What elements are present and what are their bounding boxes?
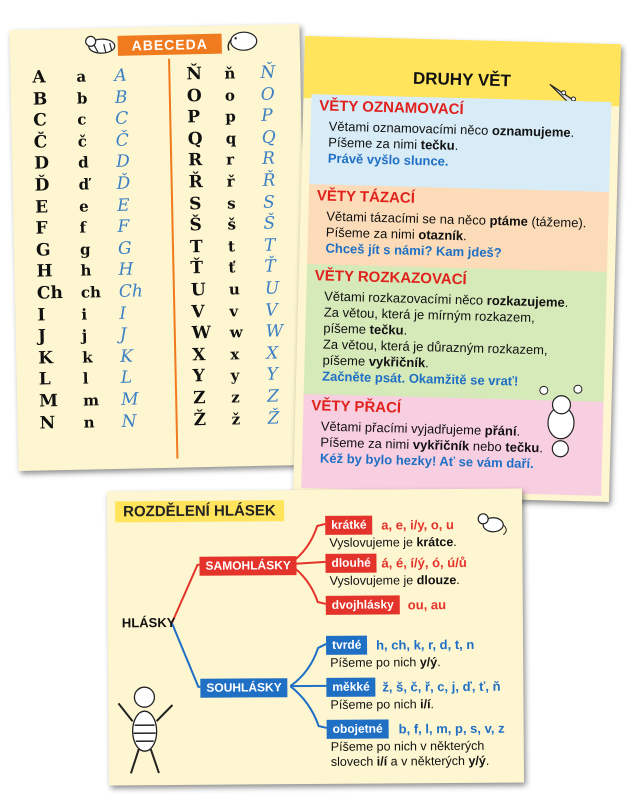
- abeceda-title: ABECEDA: [118, 34, 222, 56]
- letter-script: J: [119, 324, 127, 345]
- letter-capital: F: [35, 218, 48, 239]
- tazaci-line1: Větami tázacími se na něco ptáme (tážeme).: [326, 208, 587, 231]
- letter-script: Ch: [118, 281, 144, 302]
- obojetne-tag: obojetné: [327, 719, 389, 738]
- rozkazovaci-line1: Větami rozkazovacími něco rozkazujeme.: [324, 288, 569, 310]
- letter-capital: K: [38, 347, 54, 369]
- tvrde-values: h, ch, k, r, d, t, n: [376, 636, 475, 653]
- rozkazovaci-line3: píšeme tečku.: [323, 320, 408, 338]
- letter-lowercase: ž: [231, 409, 241, 429]
- letter-capital: M: [38, 391, 59, 412]
- letter-lowercase: s: [226, 193, 236, 213]
- rozkazovaci-example: Začněte psát. Okamžitě se vrať!: [321, 368, 519, 389]
- letter-lowercase: i: [81, 305, 88, 324]
- kratke-tag: krátké: [325, 516, 373, 535]
- letter-capital: R: [187, 150, 203, 171]
- letter-script: H: [118, 259, 134, 281]
- obojetne-desc-line2: slovech i/í a v některých y/ý.: [330, 753, 490, 769]
- letter-capital: Ž: [193, 409, 207, 430]
- letter-lowercase: w: [229, 323, 243, 342]
- col1-lowercase: [76, 66, 104, 433]
- letter-script: B: [114, 87, 128, 108]
- praci-line2: Píšeme za nimi vykřičník nebo tečku.: [320, 434, 544, 456]
- letter-lowercase: z: [230, 388, 240, 407]
- letter-capital: B: [32, 88, 48, 110]
- letter-lowercase: p: [225, 107, 236, 126]
- souhlasky-tag: SOUHLÁSKY: [200, 678, 287, 698]
- rozkazovaci-line4: Za větou, která je důrazným rozkazem,: [322, 336, 548, 358]
- obojetne-values: b, f, l, m, p, s, v, z: [398, 720, 505, 737]
- letter-lowercase: b: [76, 89, 88, 108]
- letter-capital: J: [37, 326, 47, 347]
- col2-capitals: [186, 64, 213, 431]
- letter-script: I: [119, 303, 127, 324]
- letter-script: P: [261, 105, 273, 127]
- letter-script: M: [120, 389, 139, 410]
- praci-heading: VĚTY PŘACÍ: [311, 397, 402, 417]
- letter-script: W: [265, 321, 284, 342]
- letter-script: E: [116, 195, 130, 216]
- letter-capital: L: [38, 369, 51, 390]
- col1-script: [114, 65, 146, 433]
- rozkazovaci-line2: Za větou, která je mírným rozkazem,: [323, 304, 535, 326]
- oznamovaci-line1: Větami oznamovacími něco oznamujeme.: [328, 118, 575, 141]
- letter-lowercase: ch: [80, 283, 102, 302]
- letter-script: R: [261, 148, 276, 170]
- letter-script: C: [115, 108, 129, 130]
- letter-capital: Ch: [36, 282, 64, 304]
- letter-script: K: [120, 346, 134, 367]
- col2-lowercase: [224, 63, 245, 430]
- letter-script: Č: [115, 130, 129, 151]
- abeceda-card: [9, 24, 308, 471]
- letter-lowercase: ť: [228, 258, 236, 277]
- letter-capital: A: [32, 67, 46, 88]
- rozkazovaci-heading: VĚTY ROZKAZOVACÍ: [314, 267, 467, 289]
- letter-script: U: [264, 278, 280, 299]
- praci-example: Kéž by bylo hezky! Ať se vám daří.: [319, 450, 534, 472]
- dvojhlasky-tag: dvojhlásky: [326, 595, 400, 615]
- letter-capital: H: [36, 261, 53, 282]
- letter-capital: T: [189, 236, 203, 258]
- letter-lowercase: c: [77, 110, 87, 129]
- letter-lowercase: m: [82, 391, 100, 410]
- letter-lowercase: ď: [78, 175, 90, 194]
- letter-capital: D: [34, 153, 50, 174]
- letter-lowercase: r: [225, 150, 235, 169]
- letter-lowercase: t: [227, 237, 236, 256]
- letter-script: V: [265, 300, 278, 321]
- letter-capital: Ď: [34, 175, 50, 196]
- letter-script: Q: [261, 127, 276, 148]
- kratke-values: a, e, i/y, o, u: [381, 517, 455, 533]
- letter-capital: C: [33, 110, 48, 131]
- dlouhe-desc: Vyslovujeme je dlouze.: [329, 572, 460, 588]
- letter-capital: Ť: [190, 258, 204, 279]
- letter-lowercase: y: [230, 366, 240, 385]
- druhy-vet-card: [293, 36, 621, 502]
- letter-capital: S: [188, 193, 202, 214]
- letter-script: Y: [266, 364, 279, 386]
- letter-script: A: [114, 65, 127, 86]
- letter-script: Ň: [260, 62, 276, 83]
- elephant-juggler-illustration-icon: [532, 382, 590, 459]
- letter-capital: Ř: [188, 172, 203, 193]
- col1-capitals: [32, 67, 66, 435]
- letter-capital: W: [191, 323, 212, 344]
- letter-script: G: [117, 238, 132, 259]
- letter-lowercase: e: [78, 197, 89, 216]
- letter-capital: U: [190, 279, 206, 301]
- letter-script: Ř: [262, 170, 276, 191]
- letter-script: N: [121, 411, 137, 432]
- section-tazaci: [307, 184, 609, 274]
- letter-lowercase: a: [76, 67, 87, 86]
- oznamovaci-line2: Píšeme za nimi tečku.: [328, 134, 459, 153]
- letter-script: Š: [263, 213, 276, 234]
- letter-capital: Š: [189, 215, 203, 236]
- letter-lowercase: l: [82, 369, 89, 388]
- letter-capital: Y: [192, 366, 206, 387]
- letter-capital: Q: [187, 128, 203, 150]
- letter-capital: E: [34, 196, 49, 218]
- letter-lowercase: x: [230, 345, 240, 364]
- rozdeleni-title: ROZDĚLENÍ HLÁSEK: [115, 500, 284, 522]
- oznamovaci-example: Právě vyšlo slunce.: [327, 150, 449, 169]
- tazaci-heading: VĚTY TÁZACÍ: [316, 187, 416, 207]
- hlasky-root-label: HLÁSKY: [121, 614, 176, 631]
- tvrde-tag: tvrdé: [326, 636, 367, 655]
- dlouhe-tag: dlouhé: [325, 554, 376, 573]
- tvrde-desc: Píšeme po nich y/ý.: [330, 655, 441, 670]
- letter-lowercase: d: [78, 153, 89, 173]
- mouse-illustration-icon: [473, 507, 509, 537]
- rozdeleni-hlasek-card: [107, 489, 524, 786]
- dlouhe-values: á, é, í/ý, ó, ú/ů: [381, 554, 467, 571]
- tiger-illustration-icon: [114, 681, 177, 777]
- letter-script: Z: [266, 386, 280, 407]
- letter-capital: O: [186, 85, 202, 106]
- letter-capital: Č: [33, 132, 48, 153]
- letter-script: L: [120, 367, 133, 389]
- letter-lowercase: n: [83, 412, 95, 432]
- tazaci-example: Chceš jít s námi? Kam jdeš?: [325, 240, 502, 261]
- elephant-illustration-icon: [223, 27, 260, 54]
- kratke-desc: Vyslovujeme je krátce.: [329, 535, 457, 550]
- letter-capital: P: [187, 107, 201, 128]
- letter-lowercase: č: [77, 132, 88, 151]
- letter-capital: G: [35, 240, 51, 261]
- letter-lowercase: v: [229, 301, 239, 321]
- letter-capital: N: [39, 412, 56, 434]
- druhy-title: DRUHY VĚT: [412, 68, 512, 91]
- letter-capital: V: [191, 301, 205, 322]
- mekke-tag: měkké: [326, 678, 376, 697]
- mekke-values: ž, š, č, ř, c, j, ď, ť, ň: [382, 678, 501, 695]
- letter-script: Ž: [267, 408, 280, 429]
- letter-script: D: [115, 151, 131, 173]
- letter-capital: Ň: [186, 64, 203, 85]
- dvojhlasky-values: ou, au: [407, 597, 447, 613]
- letter-script: Ď: [116, 173, 131, 194]
- samohlasky-tag: SAMOHLÁSKY: [199, 556, 296, 576]
- obojetne-desc-line1: Píšeme po nich v některých: [330, 738, 485, 754]
- col2-script: [260, 62, 285, 429]
- section-oznamovaci: [309, 94, 611, 200]
- rozkazovaci-line5: píšeme vykřičník.: [322, 352, 429, 371]
- letter-capital: I: [37, 304, 46, 326]
- letter-lowercase: o: [224, 85, 236, 105]
- letter-lowercase: h: [80, 261, 92, 280]
- letter-lowercase: j: [81, 326, 88, 345]
- letter-capital: X: [192, 344, 206, 366]
- tazaci-line2: Píšeme za nimi otazník.: [325, 224, 467, 244]
- letter-script: O: [260, 84, 275, 105]
- letter-script: Ť: [264, 256, 276, 278]
- letter-script: F: [117, 216, 130, 238]
- cat-illustration-icon: [83, 30, 118, 57]
- oznamovaci-heading: VĚTY OZNAMOVACÍ: [319, 97, 464, 119]
- letter-script: S: [262, 192, 275, 213]
- letter-lowercase: f: [79, 218, 87, 237]
- letter-lowercase: q: [225, 129, 237, 148]
- praci-line1: Větami přacími vyjadřujeme přání.: [320, 418, 521, 439]
- letter-lowercase: ř: [226, 172, 235, 191]
- letter-lowercase: š: [227, 215, 237, 234]
- letter-lowercase: k: [82, 348, 93, 367]
- letter-lowercase: g: [79, 240, 91, 259]
- letter-capital: Z: [192, 387, 206, 409]
- letter-lowercase: u: [228, 280, 240, 299]
- letter-script: X: [266, 343, 279, 364]
- mekke-desc: Píšeme po nich i/í.: [330, 697, 435, 712]
- letter-lowercase: ň: [224, 64, 236, 83]
- column-divider: [168, 59, 178, 459]
- letter-script: T: [263, 235, 276, 256]
